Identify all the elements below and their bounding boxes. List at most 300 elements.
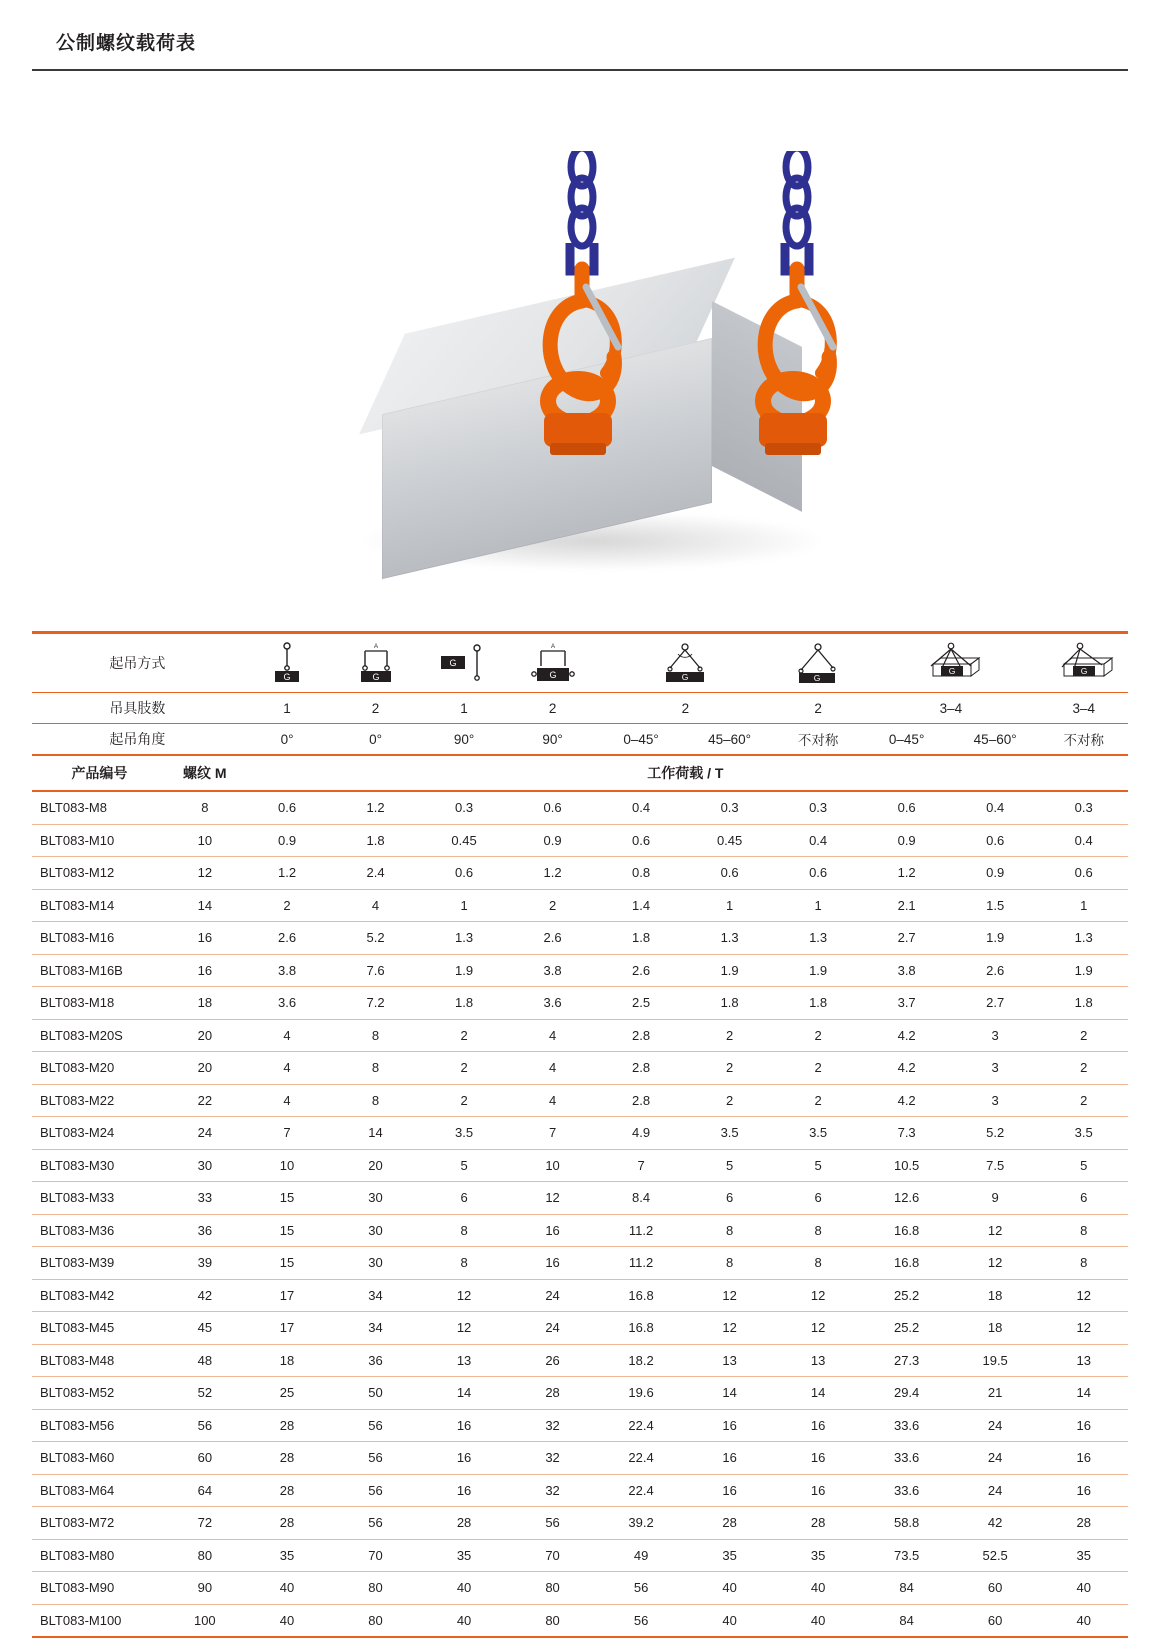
cell-v10: 16 — [1039, 1474, 1128, 1507]
cell-code: BLT083-M90 — [32, 1572, 167, 1605]
cell-v10: 16 — [1039, 1409, 1128, 1442]
leg-count-c7: 2 — [774, 693, 863, 724]
cell-v3: 1 — [420, 889, 509, 922]
cell-code: BLT083-M18 — [32, 987, 167, 1020]
cell-v2: 80 — [331, 1572, 420, 1605]
angle-c9: 45–60° — [951, 724, 1040, 756]
cell-code: BLT083-M72 — [32, 1507, 167, 1540]
cell-v1: 2 — [243, 889, 332, 922]
leg-count-c4: 2 — [508, 693, 597, 724]
cell-v2: 7.2 — [331, 987, 420, 1020]
pictogram-two-leg-vertical — [331, 633, 420, 693]
cell-v5: 1.4 — [597, 889, 686, 922]
cell-v7: 3.5 — [774, 1117, 863, 1150]
cell-v2: 36 — [331, 1344, 420, 1377]
cell-v1: 2.6 — [243, 922, 332, 955]
cell-v10: 8 — [1039, 1247, 1128, 1280]
cell-v3: 2 — [420, 1019, 509, 1052]
svg-text:G: G — [682, 672, 689, 682]
cell-v10: 12 — [1039, 1312, 1128, 1345]
cell-v3: 2 — [420, 1084, 509, 1117]
cell-v9: 60 — [951, 1572, 1040, 1605]
cell-v5: 2.8 — [597, 1019, 686, 1052]
cell-v8: 3.7 — [862, 987, 951, 1020]
cell-v7: 2 — [774, 1084, 863, 1117]
leg-count-c5: 2 — [597, 693, 774, 724]
pictogram-single-leg-90deg — [420, 633, 509, 693]
cell-v6: 0.45 — [685, 824, 774, 857]
cell-v4: 3.8 — [508, 954, 597, 987]
lifting-angle-label: 起吊角度 — [32, 724, 243, 756]
cell-v3: 3.5 — [420, 1117, 509, 1150]
product-code-header: 产品编号 — [32, 755, 167, 791]
svg-text:G: G — [283, 672, 291, 682]
cell-v9: 24 — [951, 1409, 1040, 1442]
cell-code: BLT083-M45 — [32, 1312, 167, 1345]
cell-v3: 28 — [420, 1507, 509, 1540]
cell-v3: 2 — [420, 1052, 509, 1085]
cell-thread: 16 — [167, 954, 243, 987]
cell-v2: 56 — [331, 1442, 420, 1475]
table-row — [32, 1507, 1128, 1540]
cell-v4: 16 — [508, 1247, 597, 1280]
cell-v10: 2 — [1039, 1052, 1128, 1085]
cell-v4: 0.9 — [508, 824, 597, 857]
cell-thread: 20 — [167, 1019, 243, 1052]
cell-v9: 19.5 — [951, 1344, 1040, 1377]
cell-v8: 4.2 — [862, 1019, 951, 1052]
cell-v4: 70 — [508, 1539, 597, 1572]
leg-count-c3: 1 — [420, 693, 509, 724]
cell-v4: 24 — [508, 1312, 597, 1345]
cell-v6: 40 — [685, 1572, 774, 1605]
cell-v3: 1.8 — [420, 987, 509, 1020]
cell-v6: 8 — [685, 1214, 774, 1247]
cell-code: BLT083-M20 — [32, 1052, 167, 1085]
cell-v5: 4.9 — [597, 1117, 686, 1150]
cell-v9: 3 — [951, 1052, 1040, 1085]
cell-code: BLT083-M64 — [32, 1474, 167, 1507]
lifting-hook-right — [737, 151, 847, 491]
cell-v4: 4 — [508, 1019, 597, 1052]
cell-thread: 100 — [167, 1604, 243, 1637]
cell-v7: 0.3 — [774, 791, 863, 824]
cell-v6: 2 — [685, 1052, 774, 1085]
cell-v5: 56 — [597, 1604, 686, 1637]
table-row — [32, 1409, 1128, 1442]
cell-v10: 2 — [1039, 1084, 1128, 1117]
cell-v10: 40 — [1039, 1572, 1128, 1605]
cell-thread: 30 — [167, 1149, 243, 1182]
cell-v10: 0.6 — [1039, 857, 1128, 890]
cell-v9: 18 — [951, 1312, 1040, 1345]
cell-v4: 32 — [508, 1442, 597, 1475]
cell-v6: 28 — [685, 1507, 774, 1540]
cell-v9: 9 — [951, 1182, 1040, 1215]
cell-v1: 28 — [243, 1442, 332, 1475]
cell-v3: 12 — [420, 1312, 509, 1345]
cell-v5: 56 — [597, 1572, 686, 1605]
cell-v4: 12 — [508, 1182, 597, 1215]
cell-thread: 18 — [167, 987, 243, 1020]
cell-v6: 1.9 — [685, 954, 774, 987]
lifting-method-label: 起吊方式 — [32, 633, 243, 693]
cell-code: BLT083-M14 — [32, 889, 167, 922]
angle-c10: 不对称 — [1039, 724, 1128, 756]
cell-code: BLT083-M60 — [32, 1442, 167, 1475]
cell-v8: 33.6 — [862, 1474, 951, 1507]
pictogram-three-four-leg-asymmetric — [1039, 633, 1128, 693]
cell-v10: 28 — [1039, 1507, 1128, 1540]
cell-v6: 5 — [685, 1149, 774, 1182]
working-load-header: 工作荷载 / T — [243, 755, 1128, 791]
cell-v3: 40 — [420, 1572, 509, 1605]
leg-count-c1: 1 — [243, 693, 332, 724]
cell-v9: 24 — [951, 1474, 1040, 1507]
cell-v7: 1.3 — [774, 922, 863, 955]
cell-v8: 4.2 — [862, 1052, 951, 1085]
cell-v10: 1 — [1039, 889, 1128, 922]
cell-v1: 35 — [243, 1539, 332, 1572]
table-row — [32, 1052, 1128, 1085]
cell-v9: 52.5 — [951, 1539, 1040, 1572]
table-row — [32, 954, 1128, 987]
cell-thread: 80 — [167, 1539, 243, 1572]
cell-v8: 1.2 — [862, 857, 951, 890]
svg-text:G: G — [449, 658, 457, 668]
cell-thread: 22 — [167, 1084, 243, 1117]
cell-v2: 34 — [331, 1312, 420, 1345]
cell-v4: 24 — [508, 1279, 597, 1312]
cell-v5: 11.2 — [597, 1247, 686, 1280]
svg-text:A: A — [373, 644, 378, 650]
cell-v6: 14 — [685, 1377, 774, 1410]
table-row — [32, 922, 1128, 955]
cell-v5: 22.4 — [597, 1474, 686, 1507]
cell-v1: 17 — [243, 1279, 332, 1312]
cell-v5: 22.4 — [597, 1409, 686, 1442]
cell-v6: 3.5 — [685, 1117, 774, 1150]
cell-v9: 0.9 — [951, 857, 1040, 890]
cell-v9: 18 — [951, 1279, 1040, 1312]
cell-v4: 80 — [508, 1604, 597, 1637]
cell-code: BLT083-M36 — [32, 1214, 167, 1247]
table-row — [32, 1604, 1128, 1637]
cell-v7: 28 — [774, 1507, 863, 1540]
cell-v10: 5 — [1039, 1149, 1128, 1182]
cell-v3: 13 — [420, 1344, 509, 1377]
cell-code: BLT083-M8 — [32, 791, 167, 824]
cell-code: BLT083-M39 — [32, 1247, 167, 1280]
cell-v1: 18 — [243, 1344, 332, 1377]
pictogram-two-leg-angled — [597, 633, 774, 693]
cell-v8: 0.6 — [862, 791, 951, 824]
cell-v2: 14 — [331, 1117, 420, 1150]
cell-v9: 1.5 — [951, 889, 1040, 922]
svg-text:G: G — [549, 670, 557, 680]
cell-thread: 64 — [167, 1474, 243, 1507]
leg-count-c10: 3–4 — [1039, 693, 1128, 724]
cell-v8: 29.4 — [862, 1377, 951, 1410]
cell-v6: 1.3 — [685, 922, 774, 955]
cell-v5: 0.6 — [597, 824, 686, 857]
cell-v7: 16 — [774, 1409, 863, 1442]
cell-v6: 2 — [685, 1019, 774, 1052]
cell-v4: 1.2 — [508, 857, 597, 890]
cell-v9: 60 — [951, 1604, 1040, 1637]
cell-v1: 15 — [243, 1247, 332, 1280]
pictogram-two-leg-90deg — [508, 633, 597, 693]
table-row — [32, 1084, 1128, 1117]
cell-v7: 1.9 — [774, 954, 863, 987]
cell-v2: 56 — [331, 1409, 420, 1442]
cell-v2: 30 — [331, 1247, 420, 1280]
cell-thread: 33 — [167, 1182, 243, 1215]
cell-v6: 1 — [685, 889, 774, 922]
angle-c6: 45–60° — [685, 724, 774, 756]
table-row — [32, 1442, 1128, 1475]
cell-v1: 1.2 — [243, 857, 332, 890]
cell-code: BLT083-M56 — [32, 1409, 167, 1442]
cell-v3: 0.3 — [420, 791, 509, 824]
cell-v3: 5 — [420, 1149, 509, 1182]
cell-v6: 16 — [685, 1442, 774, 1475]
cell-v8: 0.9 — [862, 824, 951, 857]
cell-v4: 32 — [508, 1474, 597, 1507]
cell-v5: 2.8 — [597, 1052, 686, 1085]
cell-v9: 1.9 — [951, 922, 1040, 955]
cell-v6: 2 — [685, 1084, 774, 1117]
cell-v10: 1.8 — [1039, 987, 1128, 1020]
cell-code: BLT083-M20S — [32, 1019, 167, 1052]
table-row — [32, 1539, 1128, 1572]
cell-code: BLT083-M10 — [32, 824, 167, 857]
table-row — [32, 824, 1128, 857]
cell-v1: 7 — [243, 1117, 332, 1150]
cell-code: BLT083-M16 — [32, 922, 167, 955]
cell-v10: 3.5 — [1039, 1117, 1128, 1150]
cell-v10: 35 — [1039, 1539, 1128, 1572]
cell-v7: 16 — [774, 1442, 863, 1475]
cell-v8: 25.2 — [862, 1312, 951, 1345]
cell-v10: 0.4 — [1039, 824, 1128, 857]
cell-v2: 34 — [331, 1279, 420, 1312]
cell-v1: 0.6 — [243, 791, 332, 824]
cell-v7: 0.4 — [774, 824, 863, 857]
angle-c5: 0–45° — [597, 724, 686, 756]
table-row — [32, 1377, 1128, 1410]
cell-v10: 16 — [1039, 1442, 1128, 1475]
cell-v3: 14 — [420, 1377, 509, 1410]
cell-v4: 26 — [508, 1344, 597, 1377]
cell-v4: 7 — [508, 1117, 597, 1150]
cell-code: BLT083-M48 — [32, 1344, 167, 1377]
cell-v10: 1.3 — [1039, 922, 1128, 955]
table-row — [32, 987, 1128, 1020]
cell-v5: 1.8 — [597, 922, 686, 955]
cell-v7: 12 — [774, 1312, 863, 1345]
cell-v8: 84 — [862, 1572, 951, 1605]
cell-v6: 1.8 — [685, 987, 774, 1020]
cell-thread: 12 — [167, 857, 243, 890]
pictogram-two-leg-asymmetric — [774, 633, 863, 693]
cell-v3: 8 — [420, 1214, 509, 1247]
cell-v5: 49 — [597, 1539, 686, 1572]
angle-c8: 0–45° — [862, 724, 951, 756]
cell-v9: 42 — [951, 1507, 1040, 1540]
cell-code: BLT083-M24 — [32, 1117, 167, 1150]
table-row — [32, 889, 1128, 922]
cell-v7: 8 — [774, 1214, 863, 1247]
cell-v6: 12 — [685, 1312, 774, 1345]
cell-v5: 2.8 — [597, 1084, 686, 1117]
cell-v9: 2.7 — [951, 987, 1040, 1020]
cell-thread: 16 — [167, 922, 243, 955]
cell-v1: 3.6 — [243, 987, 332, 1020]
cell-v5: 11.2 — [597, 1214, 686, 1247]
thread-header: 螺纹 M — [167, 755, 243, 791]
cell-v2: 2.4 — [331, 857, 420, 890]
table-row — [32, 1019, 1128, 1052]
cell-v7: 40 — [774, 1604, 863, 1637]
cell-v4: 32 — [508, 1409, 597, 1442]
lifting-hook-left — [522, 151, 632, 491]
cell-v4: 10 — [508, 1149, 597, 1182]
cell-thread: 45 — [167, 1312, 243, 1345]
table-row — [32, 1312, 1128, 1345]
cell-v6: 13 — [685, 1344, 774, 1377]
cell-v2: 8 — [331, 1052, 420, 1085]
cell-v9: 0.6 — [951, 824, 1040, 857]
cell-v5: 0.8 — [597, 857, 686, 890]
cell-v4: 80 — [508, 1572, 597, 1605]
cell-v4: 0.6 — [508, 791, 597, 824]
cell-v4: 4 — [508, 1084, 597, 1117]
table-row — [32, 1182, 1128, 1215]
cell-v9: 12 — [951, 1214, 1040, 1247]
pictogram-three-four-leg-angled — [862, 633, 1039, 693]
cell-v3: 12 — [420, 1279, 509, 1312]
cell-v8: 4.2 — [862, 1084, 951, 1117]
table-row — [32, 857, 1128, 890]
cell-v8: 2.7 — [862, 922, 951, 955]
cell-v7: 35 — [774, 1539, 863, 1572]
cell-v6: 16 — [685, 1474, 774, 1507]
cell-v1: 0.9 — [243, 824, 332, 857]
cell-v6: 16 — [685, 1409, 774, 1442]
cell-v10: 13 — [1039, 1344, 1128, 1377]
cell-v3: 40 — [420, 1604, 509, 1637]
pictogram-single-leg-vertical — [243, 633, 332, 693]
cell-v7: 1 — [774, 889, 863, 922]
cell-v6: 40 — [685, 1604, 774, 1637]
cell-v5: 18.2 — [597, 1344, 686, 1377]
cell-thread: 14 — [167, 889, 243, 922]
table-row — [32, 1117, 1128, 1150]
cell-v6: 8 — [685, 1247, 774, 1280]
leg-count-row — [32, 693, 1128, 724]
table-row — [32, 1572, 1128, 1605]
cell-v2: 30 — [331, 1214, 420, 1247]
table-row — [32, 1279, 1128, 1312]
cell-v8: 7.3 — [862, 1117, 951, 1150]
cell-thread: 20 — [167, 1052, 243, 1085]
cell-v4: 2.6 — [508, 922, 597, 955]
page-title: 公制螺纹载荷表 — [56, 33, 197, 54]
cell-v1: 40 — [243, 1604, 332, 1637]
load-table-container — [8, 631, 1104, 1638]
cell-v7: 1.8 — [774, 987, 863, 1020]
cell-v7: 16 — [774, 1474, 863, 1507]
svg-text:G: G — [372, 672, 380, 682]
cell-v1: 15 — [243, 1214, 332, 1247]
cell-v8: 33.6 — [862, 1442, 951, 1475]
table-row — [32, 791, 1128, 824]
angle-c4: 90° — [508, 724, 597, 756]
cell-v2: 30 — [331, 1182, 420, 1215]
cell-v1: 3.8 — [243, 954, 332, 987]
product-illustration — [32, 71, 1128, 631]
cell-v7: 2 — [774, 1052, 863, 1085]
cell-v2: 50 — [331, 1377, 420, 1410]
svg-text:G: G — [813, 673, 821, 683]
cell-v9: 7.5 — [951, 1149, 1040, 1182]
cell-v9: 24 — [951, 1442, 1040, 1475]
cell-thread: 42 — [167, 1279, 243, 1312]
leg-count-label: 吊具肢数 — [32, 693, 243, 724]
cell-v7: 12 — [774, 1279, 863, 1312]
cell-v3: 1.9 — [420, 954, 509, 987]
cell-v1: 25 — [243, 1377, 332, 1410]
angle-c3: 90° — [420, 724, 509, 756]
cell-v9: 5.2 — [951, 1117, 1040, 1150]
cell-v3: 1.3 — [420, 922, 509, 955]
document-header — [32, 0, 1128, 71]
cell-v10: 6 — [1039, 1182, 1128, 1215]
cell-v1: 40 — [243, 1572, 332, 1605]
cell-v8: 84 — [862, 1604, 951, 1637]
cell-v8: 10.5 — [862, 1149, 951, 1182]
cell-thread: 48 — [167, 1344, 243, 1377]
table-row — [32, 1344, 1128, 1377]
svg-text:G: G — [948, 666, 956, 676]
cell-v7: 5 — [774, 1149, 863, 1182]
cell-v2: 56 — [331, 1507, 420, 1540]
cell-thread: 39 — [167, 1247, 243, 1280]
cell-v10: 14 — [1039, 1377, 1128, 1410]
cell-v3: 0.45 — [420, 824, 509, 857]
cell-v3: 8 — [420, 1247, 509, 1280]
cell-v4: 3.6 — [508, 987, 597, 1020]
cell-v5: 39.2 — [597, 1507, 686, 1540]
cell-thread: 24 — [167, 1117, 243, 1150]
cell-v7: 40 — [774, 1572, 863, 1605]
angle-c2: 0° — [331, 724, 420, 756]
cell-v10: 2 — [1039, 1019, 1128, 1052]
lifting-angle-row — [32, 724, 1128, 756]
cell-v2: 8 — [331, 1019, 420, 1052]
cell-v9: 12 — [951, 1247, 1040, 1280]
cell-code: BLT083-M52 — [32, 1377, 167, 1410]
cell-v8: 33.6 — [862, 1409, 951, 1442]
cell-v2: 20 — [331, 1149, 420, 1182]
cell-v8: 25.2 — [862, 1279, 951, 1312]
cell-v7: 14 — [774, 1377, 863, 1410]
cell-v2: 80 — [331, 1604, 420, 1637]
cell-v1: 28 — [243, 1474, 332, 1507]
cell-v10: 12 — [1039, 1279, 1128, 1312]
cell-v8: 27.3 — [862, 1344, 951, 1377]
